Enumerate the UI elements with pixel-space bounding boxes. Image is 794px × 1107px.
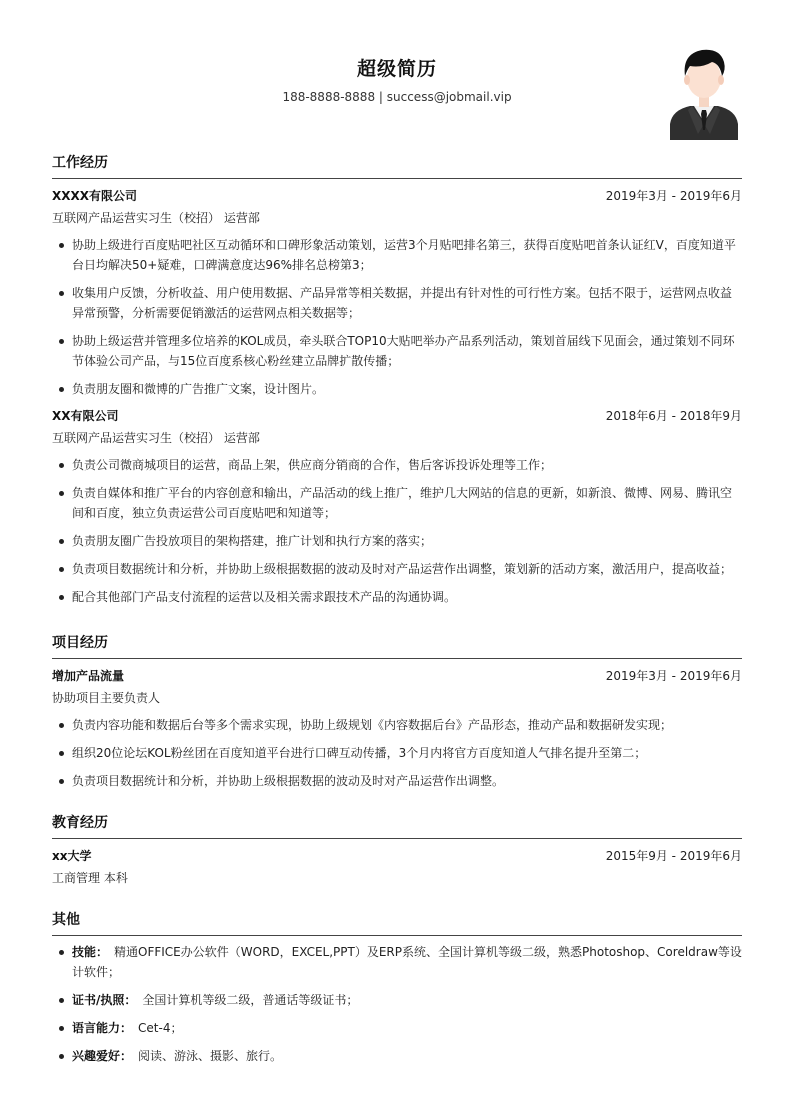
job-title: 互联网产品运营实习生（校招） 运营部 — [52, 211, 260, 225]
list-item: 负责自媒体和推广平台的内容创意和输出，产品活动的线上推广，维护几大网站的信息的更新，如新浪、微博、网易、腾讯空间和百度，独立负责运营公司百度贴吧和知道等； — [52, 483, 742, 523]
section-title: 工作经历 — [52, 155, 108, 171]
date-range: 2019年3月 - 2019年6月 — [605, 188, 742, 203]
list-item — [52, 1018, 742, 1038]
avatar-icon — [668, 44, 740, 140]
list-item — [52, 1046, 742, 1066]
item-value: 阅读、游泳、摄影、旅行。 — [138, 1049, 283, 1063]
item-key: 证书/执照： — [72, 993, 137, 1007]
list-item — [52, 990, 742, 1010]
company-name: XXXX有限公司 — [52, 188, 138, 203]
school-name: xx大学 — [52, 848, 92, 863]
project-experience-section — [52, 632, 742, 799]
section-divider — [52, 658, 742, 659]
list-item — [52, 942, 742, 982]
list-item: 配合其他部门产品支付流程的运营以及相关需求跟技术产品的沟通协调。 — [52, 587, 742, 607]
job-title: 互联网产品运营实习生（校招） 运营部 — [52, 431, 260, 445]
education-section — [52, 812, 742, 889]
candidate-name: 超级简历 — [356, 58, 437, 80]
list-item: 负责项目数据统计和分析，并协助上级根据数据的波动及时对产品运营作出调整。 — [52, 771, 742, 791]
list-item: 协助上级进行百度贴吧社区互动循环和口碑形象活动策划，运营3个月贴吧排名第三，获得百度贴吧首条认证红V，百度知道平台日均解决50+疑难，口碑满意度达96%排名总榜第3； — [52, 235, 742, 275]
date-range: 2015年9月 - 2019年6月 — [605, 848, 742, 863]
work-entry — [52, 183, 742, 399]
section-divider — [52, 838, 742, 839]
work-entry — [52, 403, 742, 607]
resume-header — [0, 0, 794, 150]
item-value: Cet-4； — [138, 1021, 183, 1035]
list-item: 负责朋友圈广告投放项目的架构搭建，推广计划和执行方案的落实； — [52, 531, 742, 551]
project-entry — [52, 663, 742, 791]
section-title: 项目经历 — [52, 635, 108, 651]
section-divider — [52, 935, 742, 936]
item-value: 精通OFFICE办公软件（WORD，EXCEL,PPT）及ERP系统、全国计算机等级二级，熟悉Photoshop、Coreldraw等设计软件； — [72, 945, 742, 979]
project-name: 增加产品流量 — [52, 668, 125, 683]
list-item: 负责公司微商城项目的运营，商品上架，供应商分销商的合作，售后客诉投诉处理等工作； — [52, 455, 742, 475]
project-role: 协助项目主要负责人 — [52, 691, 161, 705]
list-item: 组织20位论坛KOL粉丝团在百度知道平台进行口碑互动传播，3个月内将官方百度知道人气排名提升至第二； — [52, 743, 742, 763]
item-key: 技能： — [72, 945, 109, 959]
list-item: 负责项目数据统计和分析，并协助上级根据数据的波动及时对产品运营作出调整，策划新的活动方案，激活用户，提高收益； — [52, 559, 742, 579]
section-title: 其他 — [52, 912, 80, 928]
list-item: 负责内容功能和数据后台等多个需求实现，协助上级规划《内容数据后台》产品形态，推动产品和数据研发实现； — [52, 715, 742, 735]
item-key: 语言能力： — [72, 1021, 133, 1035]
section-title: 教育经历 — [52, 815, 108, 831]
list-item: 收集用户反馈，分析收益、用户使用数据、产品异常等相关数据，并提出有针对性的可行性方案。包括不限于，运营网点收益异常预警，分析需要促销激活的运营网点相关数据等； — [52, 283, 742, 323]
item-key: 兴趣爱好： — [72, 1049, 133, 1063]
education-entry — [52, 843, 742, 889]
item-value: 全国计算机等级二级，普通话等级证书； — [142, 993, 359, 1007]
section-divider — [52, 178, 742, 179]
contact-info: 188-8888-8888 | success@jobmail.vip — [282, 90, 512, 104]
company-name: XX有限公司 — [52, 408, 119, 423]
list-item: 负责朋友圈和微博的广告推广文案，设计图片。 — [52, 379, 742, 399]
date-range: 2018年6月 - 2018年9月 — [605, 408, 742, 423]
list-item: 协助上级运营并管理多位培养的KOL成员，牵头联合TOP10大贴吧举办产品系列活动，策划首届线下见面会，通过策划不同环节体验公司产品，与15位百度系核心粉丝建立品牌扩散传播； — [52, 331, 742, 371]
work-experience-section — [52, 152, 742, 615]
degree: 工商管理 本科 — [52, 871, 128, 885]
other-section — [52, 909, 742, 1074]
date-range: 2019年3月 - 2019年6月 — [605, 668, 742, 683]
